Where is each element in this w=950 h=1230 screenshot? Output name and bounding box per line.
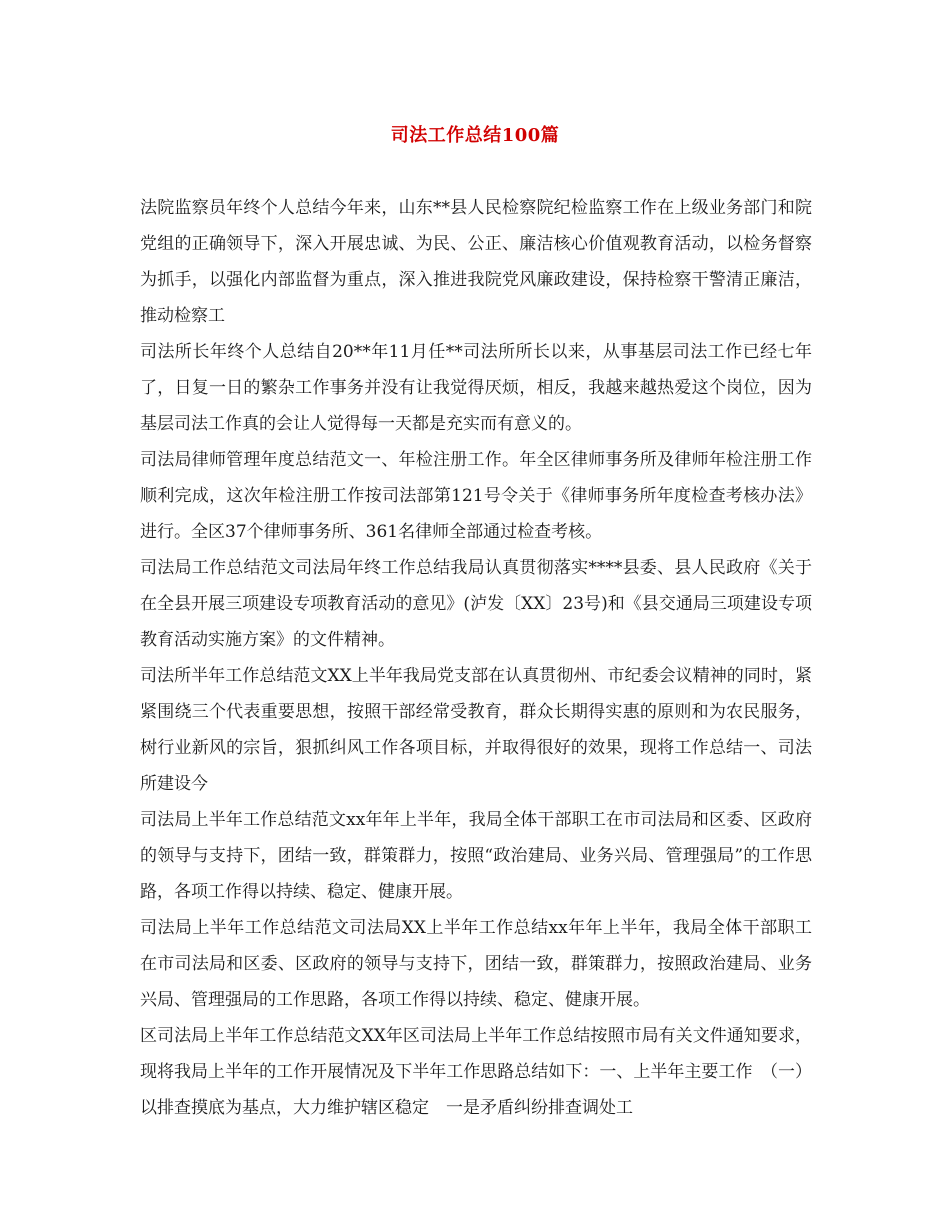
document-body: [140, 190, 812, 1126]
paragraph: 区司法局上半年工作总结范文XX年区司法局上半年工作总结按照市局有关文件通知要求，现将我局上半年的工作开展情况及下半年工作思路总结如下：一、上半年主要工作 （一）以排查摸底为基点，大力维护辖区稳定 一是矛盾纠纷排查调处工: [140, 1026, 812, 1118]
paragraph: 司法局上半年工作总结范文xx年年上半年，我局全体干部职工在市司法局和区委、区政府的领导与支持下，团结一致，群策群力，按照“政治建局、业务兴局、管理强局”的工作思路，各项工作得以持续、稳定、健康开展。: [140, 810, 812, 902]
paragraph: 司法局上半年工作总结范文司法局XX上半年工作总结xx年年上半年，我局全体干部职工在市司法局和区委、区政府的领导与支持下，团结一致，群策群力，按照政治建局、业务兴局、管理强局的工作思路，各项工作得以持续、稳定、健康开展。: [140, 918, 812, 1010]
paragraph: 司法所长年终个人总结自20**年11月任**司法所所长以来，从事基层司法工作已经七年了，日复一日的繁杂工作事务并没有让我觉得厌烦，相反，我越来越热爱这个岗位，因为基层司法工作真的会让人觉得每一天都是充实而有意义的。: [140, 342, 812, 434]
document-title: 司法工作总结100篇: [390, 125, 560, 146]
paragraph: 司法局工作总结范文司法局年终工作总结我局认真贯彻落实****县委、县人民政府《关于在全县开展三项建设专项教育活动的意见》(泸发〔XX〕23号)和《县交通局三项建设专项教育活动实施方案》的文件精神。: [140, 558, 812, 650]
paragraph: 法院监察员年终个人总结今年来，山东**县人民检察院纪检监察工作在上级业务部门和院党组的正确领导下，深入开展忠诚、为民、公正、廉洁核心价值观教育活动，以检务督察为抓手，以强化内部监督为重点，深入推进我院党风廉政建设，保持检察干警清正廉洁，推动检察工: [140, 198, 812, 326]
paragraph: 司法局律师管理年度总结范文一、年检注册工作。年全区律师事务所及律师年检注册工作顺利完成，这次年检注册工作按司法部第121号令关于《律师事务所年度检查考核办法》进行。全区37个律师事务所、361名律师全部通过检查考核。: [140, 450, 812, 542]
paragraph: 司法所半年工作总结范文XX上半年我局党支部在认真贯彻州、市纪委会议精神的同时，紧紧围绕三个代表重要思想，按照干部经常受教育，群众长期得实惠的原则和为农民服务，树行业新风的宗旨，狠抓纠风工作各项目标，并取得很好的效果，现将工作总结一、司法所建设今: [140, 666, 812, 794]
